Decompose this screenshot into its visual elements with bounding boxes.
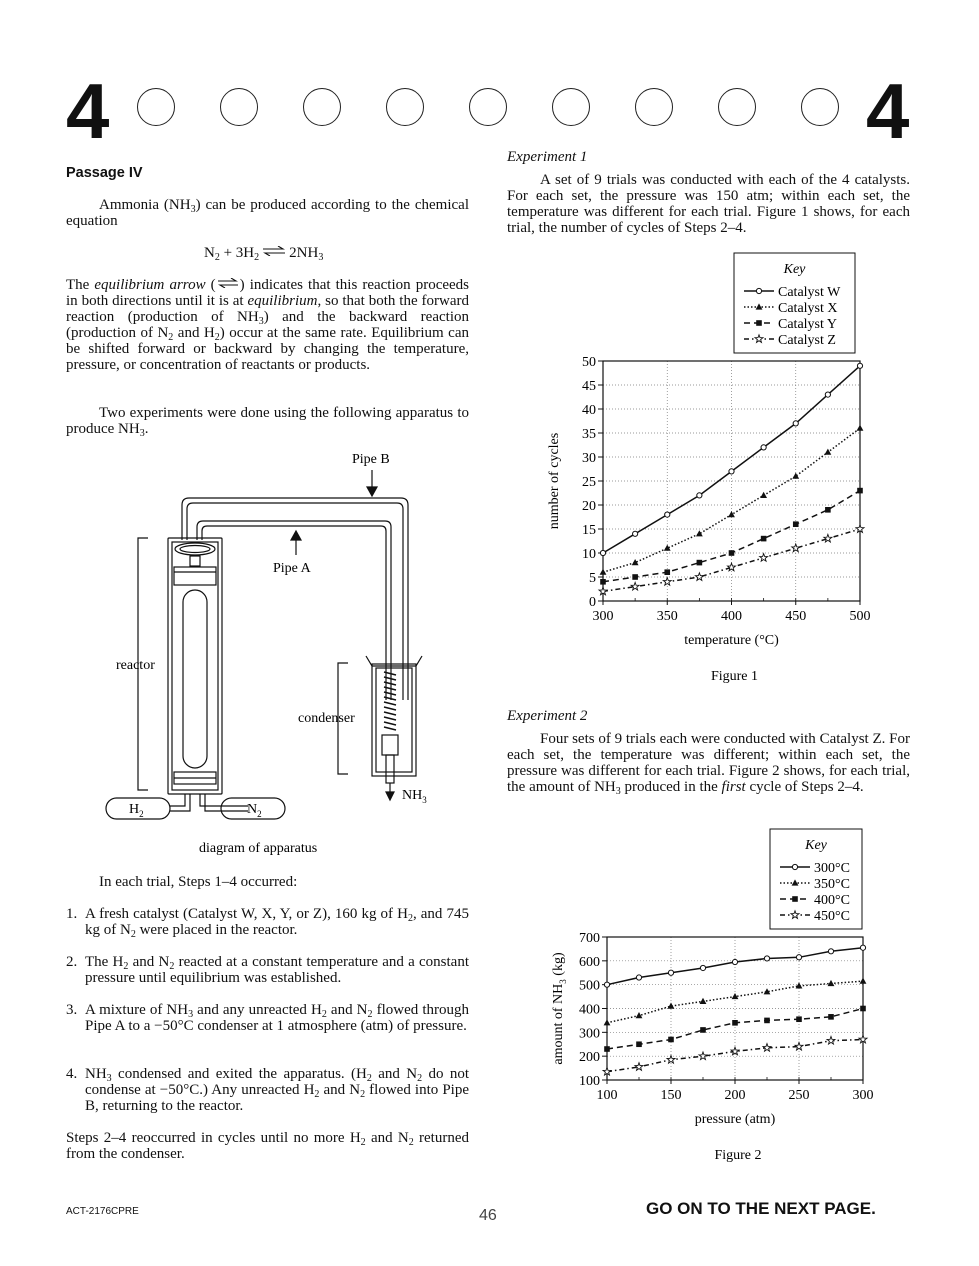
- x-tick-label: 200: [724, 1088, 746, 1103]
- experiment-2-title: Experiment 2: [507, 708, 588, 724]
- data-point: [760, 492, 767, 498]
- reactor-label: reactor: [116, 658, 155, 673]
- diagram-caption: diagram of apparatus: [199, 841, 318, 856]
- series-line: [603, 366, 860, 553]
- equilibrium-arrow-icon: [216, 278, 240, 288]
- step-2: 2. The $H_2$ and $N_2$ reacted at a constant temperature and a constant pressure until equilibrium was established.: [66, 954, 470, 986]
- data-point: [756, 320, 762, 326]
- header-circle: [718, 88, 756, 126]
- experiment-1-title: Experiment 1: [507, 149, 588, 165]
- data-point: [824, 534, 832, 542]
- data-point: [825, 392, 830, 397]
- data-point: [763, 1044, 771, 1052]
- data-point: [860, 945, 865, 950]
- n2-label: $N_2$: [247, 802, 262, 819]
- step-4: 4. $NH_3$ condensed and exited the apparatus. ($H_2$ and $N_2$ do not condense at −50°C.) Any unreacted $H_2$ and $N_2$ flowed into Pipe B, returning to the reactor.: [66, 1066, 470, 1114]
- data-point: [700, 998, 707, 1004]
- y-tick-label: 100: [579, 1074, 600, 1089]
- data-point: [700, 1027, 706, 1033]
- data-point: [663, 578, 671, 586]
- legend-label: 400°C: [814, 893, 850, 908]
- legend-label: Catalyst Y: [778, 317, 837, 332]
- data-point: [860, 1006, 866, 1012]
- x-axis-label: temperature (°C): [684, 633, 779, 648]
- legend-title: Key: [805, 838, 827, 853]
- x-tick-label: 400: [721, 609, 742, 624]
- header-circle: [469, 88, 507, 126]
- data-point: [792, 896, 798, 902]
- data-point: [636, 1041, 642, 1047]
- pipe-b-label: Pipe B: [352, 452, 390, 467]
- data-point: [857, 363, 862, 368]
- y-tick-label: 35: [582, 427, 596, 442]
- intro-paragraph-3: Two experiments were done using the following apparatus to produce $NH_3$.: [66, 405, 469, 439]
- y-tick-label: 200: [579, 1050, 600, 1066]
- intro-paragraph-1: Ammonia $(NH_3)$ can be produced according to the chemical equation: [66, 197, 470, 229]
- step-1: 1. A fresh catalyst (Catalyst W, X, Y, or Z), 160 kg of $H_2$, and 745 kg of $N_2$ were placed in the reactor.: [66, 906, 469, 940]
- x-tick-label: 150: [660, 1088, 682, 1103]
- data-point: [664, 569, 670, 575]
- data-point: [828, 1014, 834, 1020]
- legend-label: 350°C: [814, 877, 850, 892]
- data-point: [731, 1047, 739, 1055]
- passage-title: Passage IV: [66, 165, 143, 181]
- data-point: [857, 488, 863, 494]
- data-point: [828, 980, 835, 986]
- data-point: [793, 421, 798, 426]
- data-point: [600, 569, 607, 575]
- x-axis-label: pressure (atm): [694, 1112, 776, 1127]
- data-point: [665, 512, 670, 517]
- header-circle: [801, 88, 839, 126]
- data-point: [696, 530, 703, 536]
- data-point: [636, 975, 641, 980]
- header-circle: [635, 88, 673, 126]
- y-axis-label: number of cycles: [547, 432, 562, 530]
- y-axis-label: amount of $NH_3$ (kg): [551, 952, 568, 1065]
- data-point: [828, 949, 833, 954]
- data-point: [825, 507, 831, 513]
- steps-closing: Steps 2–4 reoccurred in cycles until no more $H_2$ and $N_2$ returned from the condenser.: [66, 1130, 469, 1162]
- x-tick-label: 350: [656, 609, 678, 624]
- legend-label: Catalyst Z: [778, 333, 836, 348]
- nh3-label: $NH_3$: [402, 788, 427, 805]
- data-point: [635, 1063, 643, 1071]
- y-tick-label: 50: [582, 355, 596, 370]
- header-circle: [137, 88, 175, 126]
- data-point: [604, 982, 609, 987]
- legend-label: 450°C: [814, 909, 850, 924]
- data-point: [860, 977, 867, 983]
- steps-intro: In each trial, Steps 1–4 occurred:: [99, 874, 298, 890]
- y-tick-label: 45: [582, 379, 596, 394]
- chart-body: [547, 253, 871, 684]
- data-point: [697, 560, 703, 566]
- data-point: [764, 1018, 770, 1024]
- x-tick-label: 300: [852, 1088, 874, 1103]
- data-point: [764, 956, 769, 961]
- legend-label: Catalyst X: [778, 301, 838, 316]
- y-tick-label: 30: [582, 451, 596, 466]
- x-tick-label: 250: [788, 1088, 810, 1103]
- x-tick-label: 500: [849, 609, 871, 624]
- h2-label: $H_2$: [129, 802, 144, 819]
- figure-1-chart: [500, 250, 910, 690]
- data-point: [700, 965, 705, 970]
- y-tick-label: 400: [579, 1002, 600, 1018]
- next-page-notice: GO ON TO THE NEXT PAGE.: [646, 1199, 876, 1218]
- pipe-a-label: Pipe A: [273, 561, 311, 576]
- data-point: [668, 1003, 675, 1009]
- data-point: [792, 473, 799, 479]
- data-point: [600, 550, 605, 555]
- data-point: [756, 288, 761, 293]
- data-point: [827, 1036, 835, 1044]
- header-circle: [220, 88, 258, 126]
- y-tick-label: 40: [582, 403, 596, 418]
- y-tick-label: 500: [579, 978, 600, 994]
- header-circle: [303, 88, 341, 126]
- y-tick-label: 20: [582, 499, 596, 514]
- data-point: [631, 582, 639, 590]
- section-number-left: 4: [66, 67, 110, 155]
- apparatus-diagram: [66, 445, 476, 860]
- data-point: [697, 493, 702, 498]
- data-point: [796, 982, 803, 988]
- data-point: [695, 573, 703, 581]
- page-number: 46: [479, 1207, 497, 1224]
- data-point: [600, 579, 606, 585]
- footer-code: ACT-2176CPRE: [66, 1206, 139, 1217]
- y-tick-label: 0: [589, 595, 596, 610]
- data-point: [792, 864, 797, 869]
- condenser-label: condenser: [298, 711, 355, 726]
- y-tick-label: 15: [582, 523, 596, 538]
- y-tick-label: 10: [582, 547, 596, 562]
- pipe-a: [197, 521, 391, 700]
- legend-label: 300°C: [814, 861, 850, 876]
- data-point: [796, 1016, 802, 1022]
- data-point: [732, 1020, 738, 1026]
- y-tick-label: 25: [582, 475, 596, 490]
- data-point: [632, 574, 638, 580]
- data-point: [728, 511, 735, 517]
- y-tick-label: 700: [579, 931, 600, 946]
- y-tick-label: 300: [579, 1026, 600, 1042]
- header-circle: [552, 88, 590, 126]
- data-point: [668, 1037, 674, 1043]
- pipe-b: [182, 498, 408, 700]
- chart-body: [551, 829, 874, 1163]
- equilibrium-arrow-icon: [261, 246, 287, 256]
- x-tick-label: 300: [592, 609, 614, 624]
- data-point: [857, 425, 864, 431]
- step-3: 3. A mixture of $NH_3$ and any unreacted $H_2$ and $N_2$ flowed through Pipe A to a −50°C condenser at 1 atmosphere (atm) of pressure.: [66, 1002, 469, 1034]
- experiment-2-text: Four sets of 9 trials each were conducted with Catalyst Z. For each set, the temperature was different; within each set, the pressure was different for each trial. Figure 2 shows, for each trial, the amount of $NH_3$ produced in the first cycle of Steps 2–4.: [507, 731, 910, 797]
- figure-caption: Figure 1: [710, 669, 759, 684]
- experiment-1-text: A set of 9 trials was conducted with each of the 4 catalysts. For each set, the pressure was 150 atm; within each set, the temperature was different for each trial. Figure 1 shows, for each trial, the number of cycles of Steps 2–4.: [507, 172, 910, 236]
- y-tick-label: 600: [579, 954, 600, 970]
- figure-caption: Figure 2: [714, 1148, 762, 1163]
- data-point: [699, 1052, 707, 1060]
- data-point: [793, 521, 799, 527]
- intro-paragraph-2: The equilibrium arrow ( ) indicates that this reaction proceeds in both directions until it is at equilibrium, so that both the forward reaction (production of $NH_3$) and the backward reaction (production of $N_2$ and $H_2$) occur at the same rate. Equilibrium can be shifted forward or backward by changing the temperature, pressure, or concentration of reactants or products.: [66, 277, 470, 373]
- legend-label: Catalyst W: [778, 285, 841, 300]
- data-point: [633, 531, 638, 536]
- data-point: [760, 554, 768, 562]
- chemical-equation: $N_2 + 3H_2$ $2NH_3$: [204, 245, 324, 263]
- data-point: [761, 536, 767, 542]
- data-point: [604, 1046, 610, 1052]
- header-circle: [386, 88, 424, 126]
- x-tick-label: 100: [596, 1088, 618, 1103]
- x-tick-label: 450: [785, 609, 807, 624]
- data-point: [667, 1056, 675, 1064]
- y-tick-label: 5: [589, 571, 596, 586]
- data-point: [761, 445, 766, 450]
- data-point: [668, 970, 673, 975]
- figure-2-chart: [500, 825, 910, 1170]
- data-point: [729, 550, 735, 556]
- data-point: [729, 469, 734, 474]
- data-point: [604, 1019, 611, 1025]
- section-number-right: 4: [866, 67, 910, 155]
- data-point: [728, 563, 736, 571]
- data-point: [732, 959, 737, 964]
- data-point: [796, 955, 801, 960]
- legend-title: Key: [783, 262, 806, 277]
